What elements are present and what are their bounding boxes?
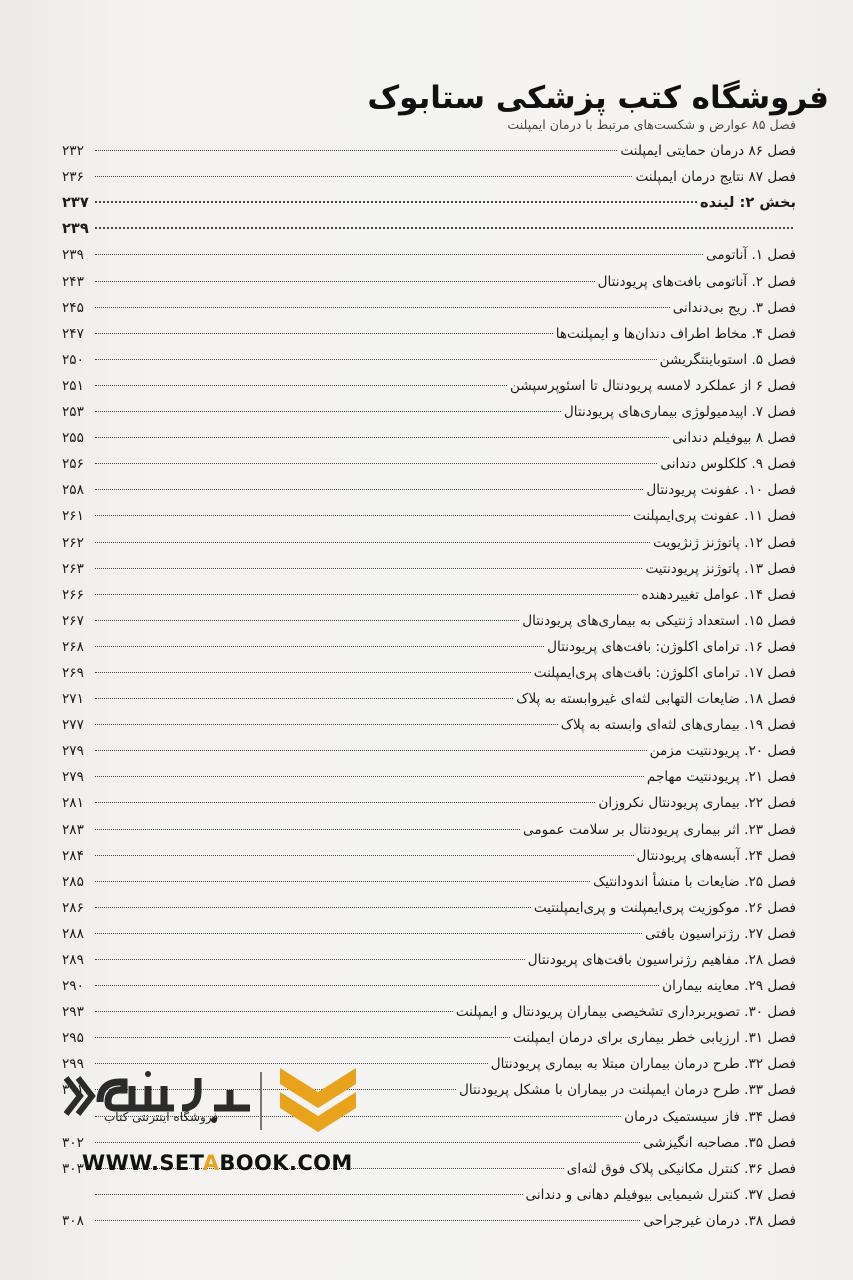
toc-row	[62, 242, 796, 268]
dot-leader	[95, 1142, 640, 1143]
toc-page-number: ۲۶۹	[62, 664, 84, 681]
dot-leader	[95, 542, 650, 543]
toc-page-number: ۲۶۷	[62, 612, 84, 629]
toc-page-number: ۲۸۱	[62, 795, 84, 812]
toc-entry-title: فصل ۱۷. ترامای اکلوژن: بافت‌های پری‌ایمپلنت	[533, 664, 796, 681]
toc-row	[62, 138, 796, 164]
toc-entry-title: فصل ۱۹. بیماری‌های لثه‌ای وابسته به پلاک	[560, 717, 796, 734]
setabook-logo	[64, 1062, 364, 1138]
toc-row	[62, 999, 796, 1025]
toc-page-number: ۲۷۹	[62, 769, 84, 786]
dot-leader	[95, 227, 793, 229]
toc-row	[62, 1208, 796, 1234]
store-url[interactable]	[82, 1151, 353, 1175]
dot-leader	[95, 750, 647, 751]
dot-leader	[95, 150, 617, 151]
toc-page-number: ۲۵۰	[62, 351, 84, 368]
dot-leader	[95, 385, 507, 386]
dot-leader	[95, 933, 642, 934]
toc-page-number: ۲۹۰	[62, 978, 84, 995]
dot-leader	[95, 359, 657, 360]
dot-leader	[95, 698, 513, 699]
toc-row	[62, 921, 796, 947]
toc-entry-title: فصل ۱۰. عفونت پریودنتال	[646, 482, 796, 499]
setabook-chevron-icon	[276, 1062, 360, 1138]
url-part-2: BOOK.COM	[219, 1151, 353, 1175]
toc-page-number: ۲۵۶	[62, 456, 84, 473]
dot-leader	[95, 646, 544, 647]
dot-leader	[95, 568, 642, 569]
toc-row	[62, 399, 796, 425]
dot-leader	[95, 411, 561, 412]
toc-entry-title: فصل ۴. مخاط اطراف دندان‌ها و ایمپلنت‌ها	[555, 325, 796, 342]
dot-leader	[95, 724, 558, 725]
toc-page-number: ۲۸۸	[62, 925, 84, 942]
toc-entry-title: فصل ۳۶. کنترل مکانیکی پلاک فوق لثه‌ای	[566, 1160, 796, 1177]
dot-leader	[95, 672, 531, 673]
toc-page-number: ۲۴۷	[62, 325, 84, 342]
toc-page-number: ۲۳۹	[62, 220, 89, 238]
toc-row	[62, 660, 796, 686]
toc-entry-title: فصل ۲۹. معاینه بیماران	[662, 978, 796, 995]
toc-entry-title: فصل ۳۷. کنترل شیمیایی بیوفیلم دهانی و دندانی	[525, 1186, 796, 1203]
toc-entry-title: فصل ۲۲. بیماری پریودنتال نکروزان	[598, 795, 796, 812]
dot-leader	[95, 959, 525, 960]
toc-row	[62, 1182, 796, 1208]
toc-entry-title: فصل ۵. استوباینتگریشن	[659, 351, 796, 368]
dot-leader	[95, 881, 590, 882]
toc-page-number: ۲۹۵	[62, 1030, 84, 1047]
url-part-1: WWW.SET	[82, 1151, 203, 1175]
logo-tagline: فروشگاه اینترنتی کتاب	[104, 1110, 219, 1124]
toc-row	[62, 634, 796, 660]
toc-row	[62, 817, 796, 843]
toc-page-number: ۲۷۷	[62, 717, 84, 734]
toc-entry-title: فصل ۲. آناتومی بافت‌های پریودنتال	[597, 273, 796, 290]
toc-row	[62, 164, 796, 190]
toc-entry-title: فصل ۱۸. ضایعات التهابی لثه‌ای غیروابسته به پلاک	[516, 691, 796, 708]
toc-entry-title: فصل ۳۸. درمان غیرجراحی	[643, 1212, 796, 1229]
toc-row	[62, 790, 796, 816]
toc-row	[62, 608, 796, 634]
dot-leader	[95, 515, 630, 516]
toc-page-number: ۲۸۶	[62, 899, 84, 916]
toc-entry-title: فصل ۱۳. پاتوژنز پریودنتیت	[645, 560, 796, 577]
logo-divider	[260, 1072, 262, 1130]
toc-row	[62, 295, 796, 321]
toc-row	[62, 712, 796, 738]
toc-entry-title: فصل ۲۳. اثر بیماری پریودنتال بر سلامت عمومی	[523, 821, 796, 838]
toc-page-number: ۲۹۳	[62, 1004, 84, 1021]
toc-row	[62, 530, 796, 556]
toc-entry-title: فصل ۸۶ درمان حمایتی ایمپلنت	[620, 143, 796, 160]
toc-section-row	[62, 216, 796, 242]
toc-page-number: ۲۵۳	[62, 404, 84, 421]
toc-page-number: ۲۶۳	[62, 560, 84, 577]
toc-entry-title: فصل ۳۵. مصاحبه انگیزشی	[643, 1134, 796, 1151]
toc-entry-title: فصل ۲۱. پریودنتیت مهاجم	[646, 769, 796, 786]
toc-row	[62, 269, 796, 295]
toc-entry-title: فصل ۹. کلکلوس دندانی	[660, 456, 796, 473]
toc-page-number: ۲۳۶	[62, 169, 84, 186]
dot-leader	[95, 1194, 523, 1195]
dot-leader	[95, 1037, 510, 1038]
toc-entry-title: فصل ۲۸. مفاهیم رژنراسیون بافت‌های پریودنتال	[527, 952, 796, 968]
dot-leader	[95, 907, 531, 908]
toc-row	[62, 451, 796, 477]
toc-page-number: ۳۰۸	[62, 1212, 84, 1229]
toc-entry-title: فصل ۳۱. ارزیابی خطر بیماری برای درمان ایمپلنت	[512, 1030, 796, 1047]
toc-row	[62, 764, 796, 790]
toc-entry-title: فصل ۳۳. طرح درمان ایمپلنت در بیماران با مشکل پریودنتال	[458, 1082, 796, 1099]
toc-page-number: ۲۸۵	[62, 873, 84, 890]
toc-entry-title: فصل ۲۵. ضایعات با منشأ اندودانتیک	[593, 873, 796, 890]
toc-page-number: ۲۷۱	[62, 691, 84, 708]
toc-page-number: ۲۸۳	[62, 821, 84, 838]
toc-page-number: ۳۰۱	[62, 1082, 84, 1099]
toc-page-number: ۲۳۹	[62, 247, 84, 264]
dot-leader	[95, 829, 520, 830]
dot-leader	[95, 985, 659, 986]
toc-page-number: ۲۸۹	[62, 952, 84, 968]
toc-entry-title: فصل ۶ از عملکرد لامسه پریودنتال تا اسئوپرسپشن	[510, 377, 796, 394]
toc-row	[62, 347, 796, 373]
dot-leader	[95, 307, 670, 308]
dot-leader	[95, 855, 634, 856]
toc-page-number: ۲۵۸	[62, 482, 84, 499]
toc-row	[62, 373, 796, 399]
toc-page-number: ۲۶۶	[62, 586, 84, 603]
toc-entry-title: فصل ۱۴. عوامل تغییردهنده	[641, 586, 796, 603]
toc-page-number: ۲۵۵	[62, 430, 84, 447]
toc-entry-title: فصل ۲۰. پریودنتیت مزمن	[649, 743, 796, 760]
toc-row	[62, 321, 796, 347]
toc-page-number: ۲۴۵	[62, 299, 84, 316]
toc-entry-title: فصل ۳۴. فاز سیستمیک درمان	[624, 1108, 796, 1125]
url-accent: A	[202, 1151, 220, 1175]
toc-row	[62, 895, 796, 921]
toc-page-number: ۲۸۴	[62, 847, 84, 864]
toc-entry-title: فصل ۲۴. آبسه‌های پریودنتال	[636, 847, 796, 864]
toc-row	[62, 973, 796, 999]
dot-leader	[95, 1220, 640, 1221]
dot-leader	[95, 1011, 453, 1012]
toc-entry-title: فصل ۳۰. تصویربرداری تشخیصی بیماران پریودنتال و ایمپلنت	[455, 1004, 796, 1021]
toc-entry-title: فصل ۳. ریج بی‌دندانی	[672, 299, 796, 316]
toc-entry-title: فصل ۸ بیوفیلم دندانی	[672, 430, 796, 447]
toc-entry-title: فصل ۲۶. موکوزیت پری‌ایمپلنت و پری‌ایمپلنتیت	[533, 899, 796, 916]
toc-entry-title: فصل ۱۲. پاتوژنز ژنژیویت	[653, 534, 796, 551]
toc-row	[62, 112, 796, 138]
toc-page-number: ۲۵۱	[62, 377, 84, 394]
toc-page-number: ۳۰۲	[62, 1134, 84, 1151]
toc-entry-title: فصل ۱۵. استعداد ژنتیکی به بیماری‌های پریودنتال	[522, 612, 796, 629]
toc-section-row	[62, 190, 796, 216]
dot-leader	[95, 437, 669, 438]
dot-leader	[95, 489, 643, 490]
toc-entry-title: فصل ۲۷. رژنراسیون بافتی	[644, 925, 796, 942]
toc-page-number: ۲۶۱	[62, 508, 84, 525]
toc-page-number: ۲۶۸	[62, 638, 84, 655]
toc-entry-title: فصل ۳۲. طرح درمان بیماران مبتلا به بیماری پریودنتال	[490, 1056, 796, 1073]
dot-leader	[95, 776, 644, 777]
toc-entry-title: فصل ۱۶. ترامای اکلوژن: بافت‌های پریودنتال	[547, 638, 796, 655]
dot-leader	[95, 594, 638, 595]
dot-leader	[95, 802, 595, 803]
toc-page-number: ۲۹۹	[62, 1056, 84, 1073]
toc-entry-title: فصل ۸۵ عوارض و شکست‌های مرتبط با درمان ایمپلنت	[507, 117, 796, 132]
toc-row	[62, 947, 796, 973]
toc-entry-title: فصل ۱. آناتومی	[706, 247, 796, 264]
toc-row	[62, 582, 796, 608]
toc-entry-title: فصل ۱۱. عفونت پری‌ایمپلنت	[632, 508, 796, 525]
toc-row	[62, 686, 796, 712]
toc-page-number: ۳۰۳	[62, 1160, 84, 1177]
toc-page-number: ۲۴۳	[62, 273, 84, 290]
toc-page-number: ۲۷۹	[62, 743, 84, 760]
dot-leader	[95, 333, 553, 334]
dot-leader	[95, 201, 697, 203]
toc-row	[62, 477, 796, 503]
toc-row	[62, 503, 796, 529]
toc-page-number: ۲۳۲	[62, 143, 84, 160]
toc-entry-title: فصل ۸۷ نتایج درمان ایمپلنت	[635, 169, 796, 186]
toc-entry-title: فصل ۷. اپیدمیولوژی بیماری‌های پریودنتال	[563, 404, 796, 421]
dot-leader	[95, 620, 519, 621]
toc-row	[62, 843, 796, 869]
toc-entry-title: بخش ۲: لینده	[700, 194, 796, 212]
toc-row	[62, 1025, 796, 1051]
toc-row	[62, 556, 796, 582]
toc-row	[62, 869, 796, 895]
store-title: فروشگاه کتب پزشکی ستابوک	[367, 80, 829, 116]
dot-leader	[95, 281, 595, 282]
dot-leader	[95, 254, 703, 255]
dot-leader	[95, 463, 657, 464]
toc-page-number: ۲۳۷	[62, 194, 89, 212]
toc-row	[62, 738, 796, 764]
dot-leader	[95, 176, 632, 177]
toc-page-number: ۲۶۲	[62, 534, 84, 551]
toc-row	[62, 425, 796, 451]
